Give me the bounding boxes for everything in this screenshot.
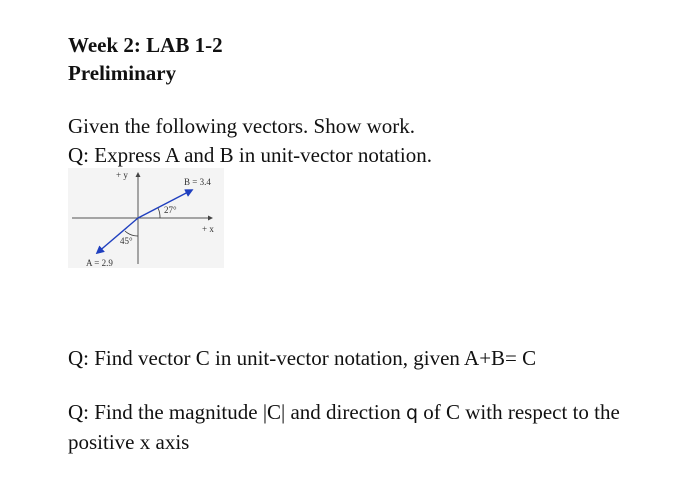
page-title: Week 2: LAB 1-2 [68,33,223,57]
page-subtitle: Preliminary [68,61,177,85]
vector-diagram [68,168,224,268]
question-1: Q: Express A and B in unit-vector notation. [68,143,432,167]
question-3-part-2: of C with respect to the positive x axis [68,400,620,454]
question-3 [68,398,668,457]
question-3-part-1: Q: Find the magnitude |C| and direction [68,400,406,424]
intro-text: Given the following vectors. Show work. [68,114,416,138]
vector-a-label: A = 2.9 [86,258,113,268]
y-axis-label: + y [116,170,128,180]
angle-b-label: 27° [164,205,177,215]
x-axis-label: + x [202,224,214,234]
theta-symbol: q [405,402,419,424]
angle-a-label: 45° [120,236,133,246]
angle-b-arc [158,208,160,218]
vector-b-label: B = 3.4 [184,177,211,187]
question-2: Q: Find vector C in unit-vector notation, given A+B= C [68,346,537,370]
